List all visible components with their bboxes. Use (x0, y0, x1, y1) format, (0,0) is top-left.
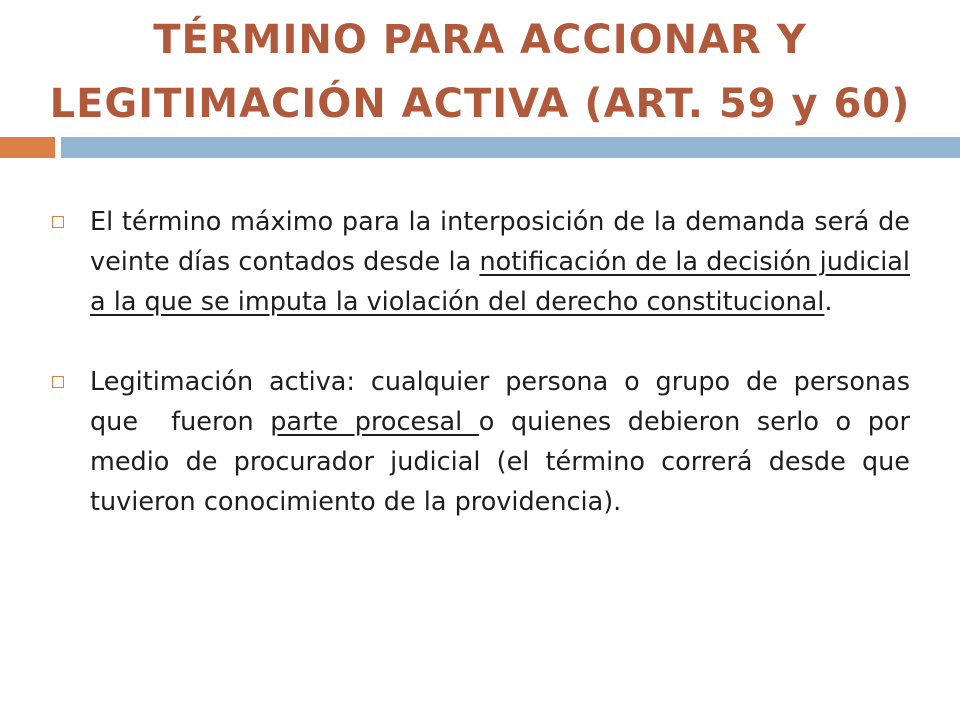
bullet-2-underlined-text: parte procesal (270, 407, 479, 437)
slide-title (20, 8, 940, 136)
square-bullet-icon (52, 216, 64, 228)
accent-bar-orange (0, 137, 55, 158)
bullet-1-text: El término máximo para la interposición de la demanda será de veinte días contados desde la (90, 207, 910, 277)
bullet-item-legitimacion (52, 362, 919, 522)
bullet-2-text-end: o quienes debieron serlo o por medio de procurador judicial (el término correrá desde que tuvieron conocimiento de la providencia). (90, 407, 910, 517)
bullet-item-termino (52, 202, 910, 322)
title-line-2: LEGITIMACIÓN ACTIVA (ART. 59 y 60) (49, 81, 911, 127)
bullet-list (52, 202, 919, 562)
square-bullet-icon (52, 376, 64, 388)
bullet-1-text-end: . (824, 287, 833, 317)
accent-bar-blue (61, 137, 960, 158)
bullet-2-text: Legitimación activa: cualquier persona o grupo de personas que fueron (90, 367, 919, 437)
bullet-1-underlined-text: notificación de la decisión judicial a la que se imputa la violación del derecho constitucional (90, 247, 910, 317)
title-line-1: TÉRMINO PARA ACCIONAR Y (153, 17, 807, 63)
